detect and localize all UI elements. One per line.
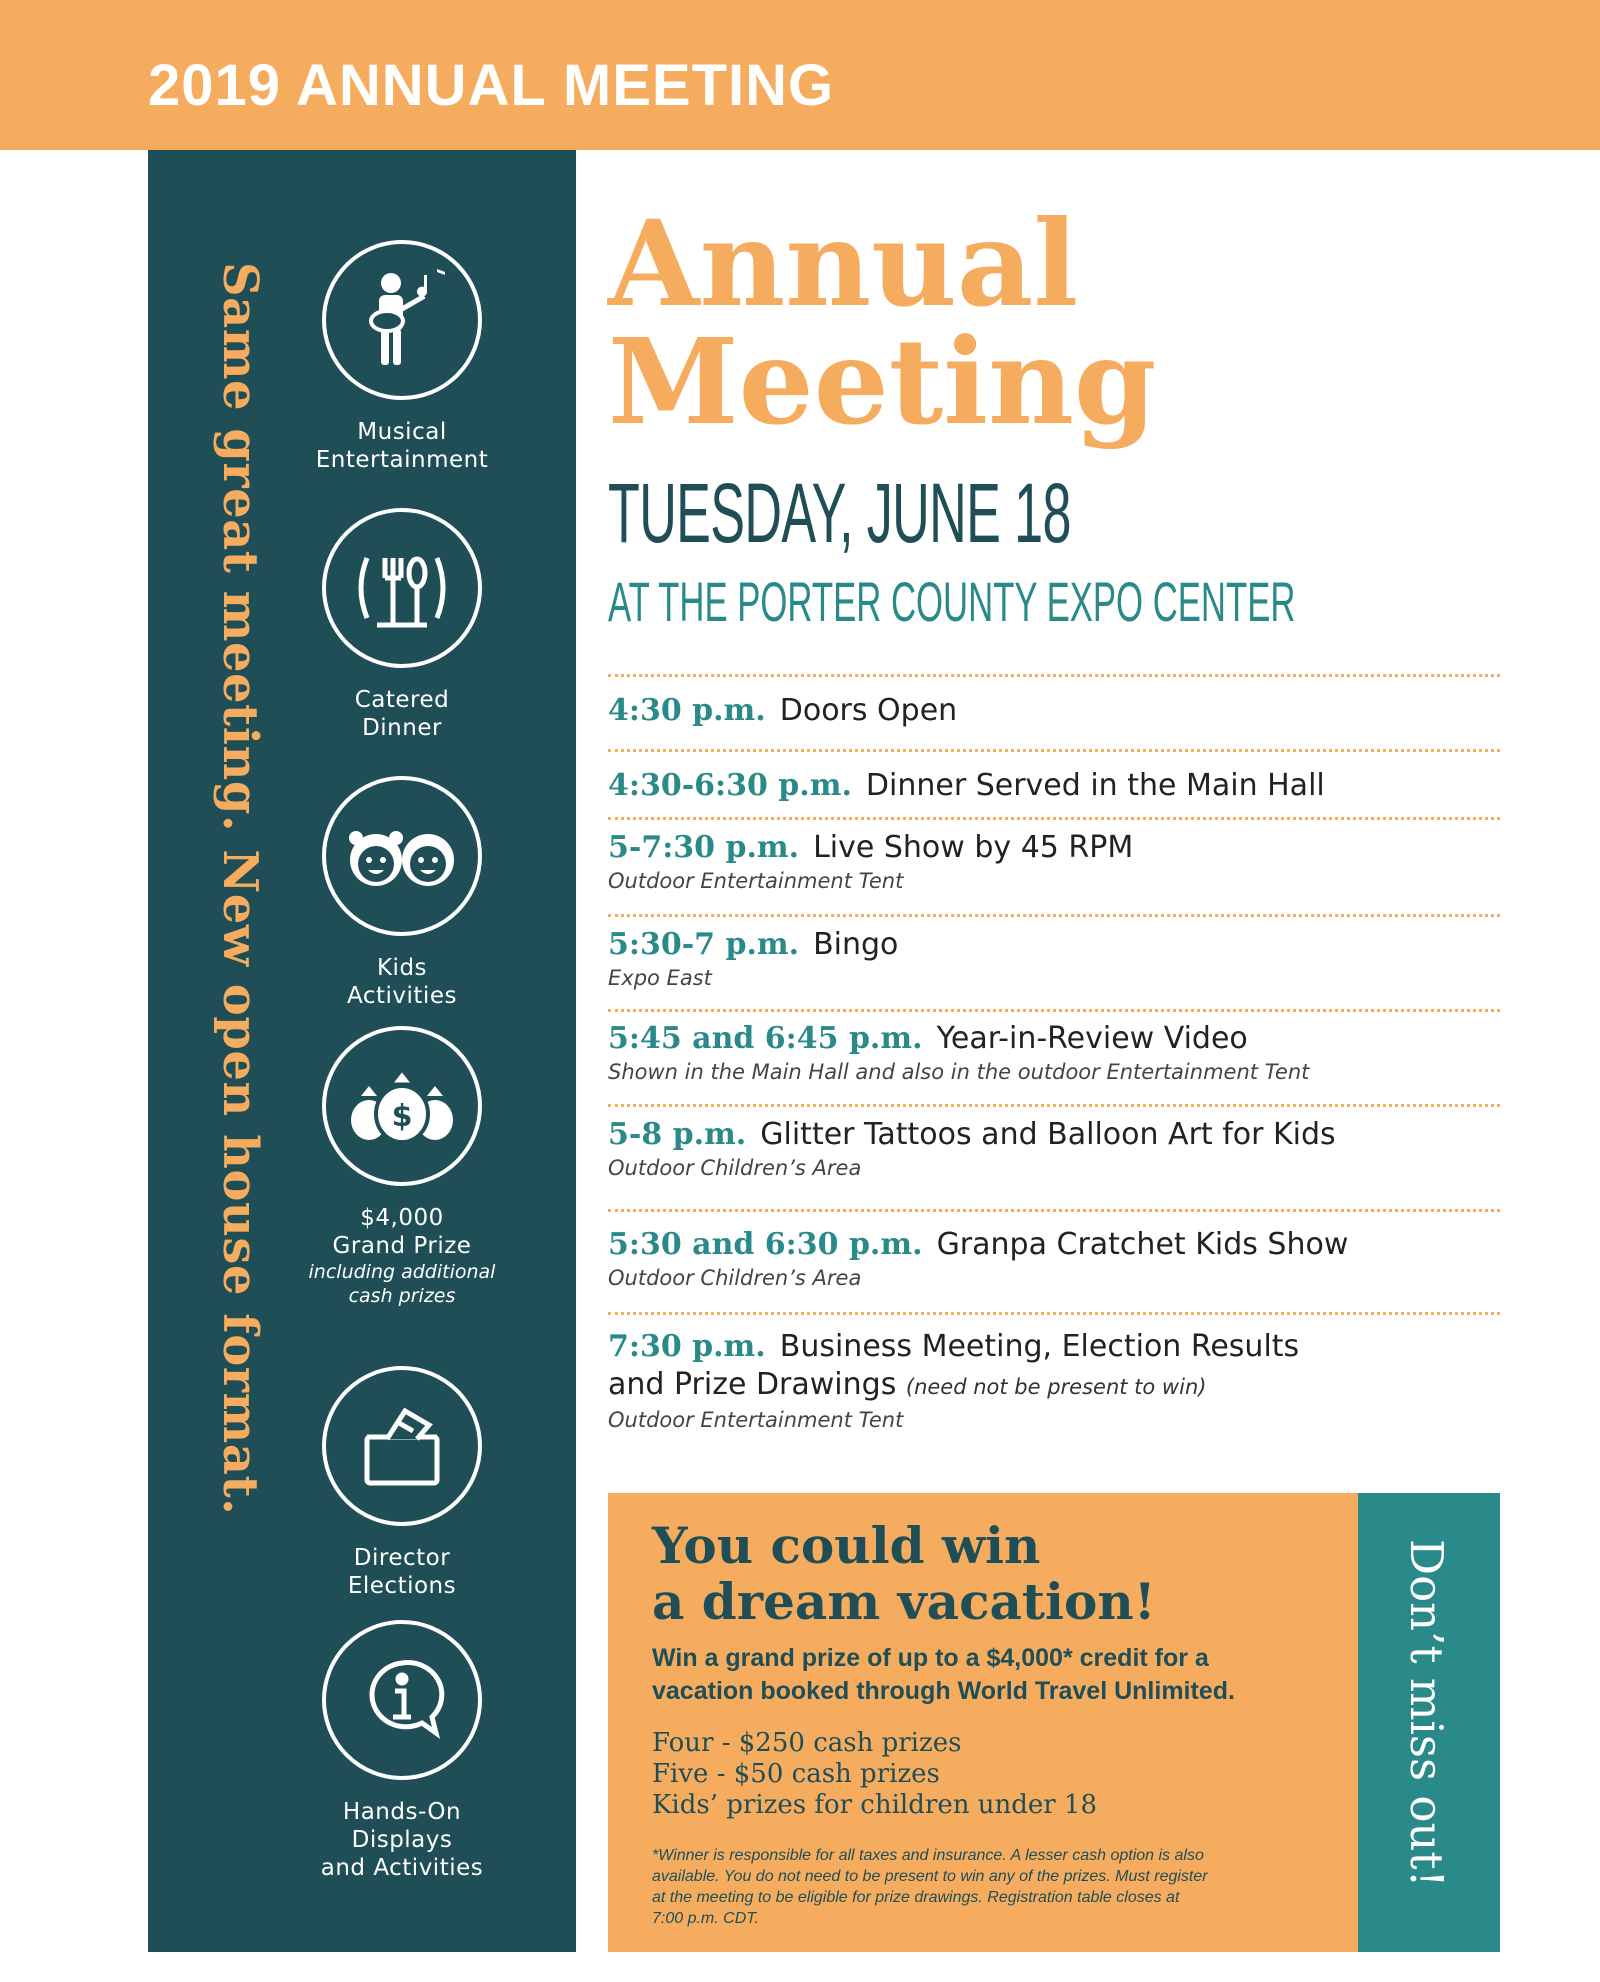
feature-kids-activities [290, 776, 514, 1010]
schedule-row [608, 1328, 1500, 1434]
feature-label: Kids Activities [347, 955, 457, 1009]
promo-fine-print: *Winner is responsible for all taxes and insurance. A lesser cash option is also available. You do not need to be present to win any of the prizes. Must register at the meeting to be eligible for prize drawings. Registration table closes at 7:00 p.m. CDT. [652, 1847, 1208, 1927]
feature-label: Musical Entertainment [315, 419, 489, 473]
feature-catered-dinner [290, 508, 514, 742]
feature-grand-prize [290, 1026, 514, 1308]
schedule-event: Doors Open [779, 693, 958, 728]
schedule-event: Dinner Served in the Main Hall [865, 768, 1325, 803]
schedule-row [608, 767, 1500, 805]
feature-label: $4,000 Grand Prize [332, 1205, 472, 1259]
schedule-location: Outdoor Entertainment Tent [608, 1408, 904, 1432]
schedule-event: Year-in-Review Video [936, 1021, 1248, 1056]
schedule-event: Granpa Cratchet Kids Show [936, 1227, 1349, 1262]
promo-side-text: Don’t miss out! [1400, 1539, 1453, 1888]
feature-label: Catered Dinner [354, 687, 450, 741]
prize-list [652, 1728, 1097, 1821]
schedule-location: Expo East [608, 966, 712, 990]
page-heading: 2019 ANNUAL MEETING [148, 53, 835, 118]
schedule-time: 5-8 p.m. [608, 1117, 747, 1152]
promo-headline: You could win a dream vacation! [652, 1516, 1156, 1631]
schedule-event: Live Show by 45 RPM [813, 830, 1134, 865]
divider [608, 674, 1500, 677]
list-item: Five - $50 cash prizes [652, 1759, 940, 1789]
schedule-time: 4:30-6:30 p.m. [608, 768, 852, 803]
event-venue: AT THE PORTER COUNTY EXPO CENTER [608, 570, 1296, 633]
info-bubble-icon [322, 1620, 482, 1780]
divider [608, 1104, 1500, 1107]
schedule-time: 5:30-7 p.m. [608, 927, 800, 962]
feature-musical-entertainment [290, 240, 514, 474]
schedule-event: Glitter Tattoos and Balloon Art for Kids [760, 1117, 1336, 1152]
schedule-row [608, 1226, 1500, 1292]
schedule-location: Outdoor Entertainment Tent [608, 869, 904, 893]
divider [608, 817, 1500, 820]
event-date: TUESDAY, JUNE 18 [608, 466, 1071, 560]
schedule-row [608, 1020, 1500, 1086]
divider [608, 1009, 1500, 1012]
schedule-location: Outdoor Children’s Area [608, 1156, 862, 1180]
header-band [0, 0, 1600, 150]
divider [608, 1312, 1500, 1315]
feature-label: Director Elections [347, 1545, 457, 1599]
schedule-time: 5:30 and 6:30 p.m. [608, 1227, 923, 1262]
schedule-event: Bingo [813, 927, 899, 962]
divider [608, 914, 1500, 917]
schedule-row [608, 692, 1500, 730]
event-title: Annual Meeting [608, 194, 1157, 451]
promo-lead: Win a grand prize of up to a $4,000* credit for a vacation booked through World Travel Unlimited. [652, 1644, 1235, 1705]
sidebar-tagline: Same great meeting. New open house format. [212, 262, 268, 1516]
schedule-row [608, 829, 1500, 895]
list-item: Four - $250 cash prizes [652, 1728, 962, 1758]
feature-hands-on-displays [290, 1620, 514, 1882]
schedule-row [608, 1116, 1500, 1182]
schedule-note: (need not be present to win) [905, 1375, 1207, 1399]
schedule-event-continued: and Prize Drawings [608, 1367, 897, 1402]
schedule-location: Outdoor Children’s Area [608, 1266, 862, 1290]
svg-text:$: $ [391, 1099, 413, 1134]
ballot-box-icon [322, 1366, 482, 1526]
schedule-location: Shown in the Main Hall and also in the outdoor Entertainment Tent [608, 1060, 1310, 1084]
schedule-event: Business Meeting, Election Results [779, 1329, 1300, 1364]
money-bags-icon [322, 1026, 482, 1186]
divider [608, 1209, 1500, 1212]
feature-director-elections [290, 1366, 514, 1600]
feature-label: Hands-On Displays and Activities [320, 1799, 484, 1881]
promo-side-banner [1358, 1493, 1500, 1952]
list-item: Kids’ prizes for children under 18 [652, 1790, 1098, 1820]
kids-faces-icon [322, 776, 482, 936]
schedule-time: 5:45 and 6:45 p.m. [608, 1021, 923, 1056]
schedule-row [608, 926, 1500, 992]
schedule-time: 4:30 p.m. [608, 693, 766, 728]
fork-spoon-icon [322, 508, 482, 668]
divider [608, 749, 1500, 752]
schedule-time: 7:30 p.m. [608, 1329, 766, 1364]
guitar-player-icon [322, 240, 482, 400]
feature-sublabel: including additional cash prizes [308, 1261, 496, 1307]
schedule-time: 5-7:30 p.m. [608, 830, 800, 865]
